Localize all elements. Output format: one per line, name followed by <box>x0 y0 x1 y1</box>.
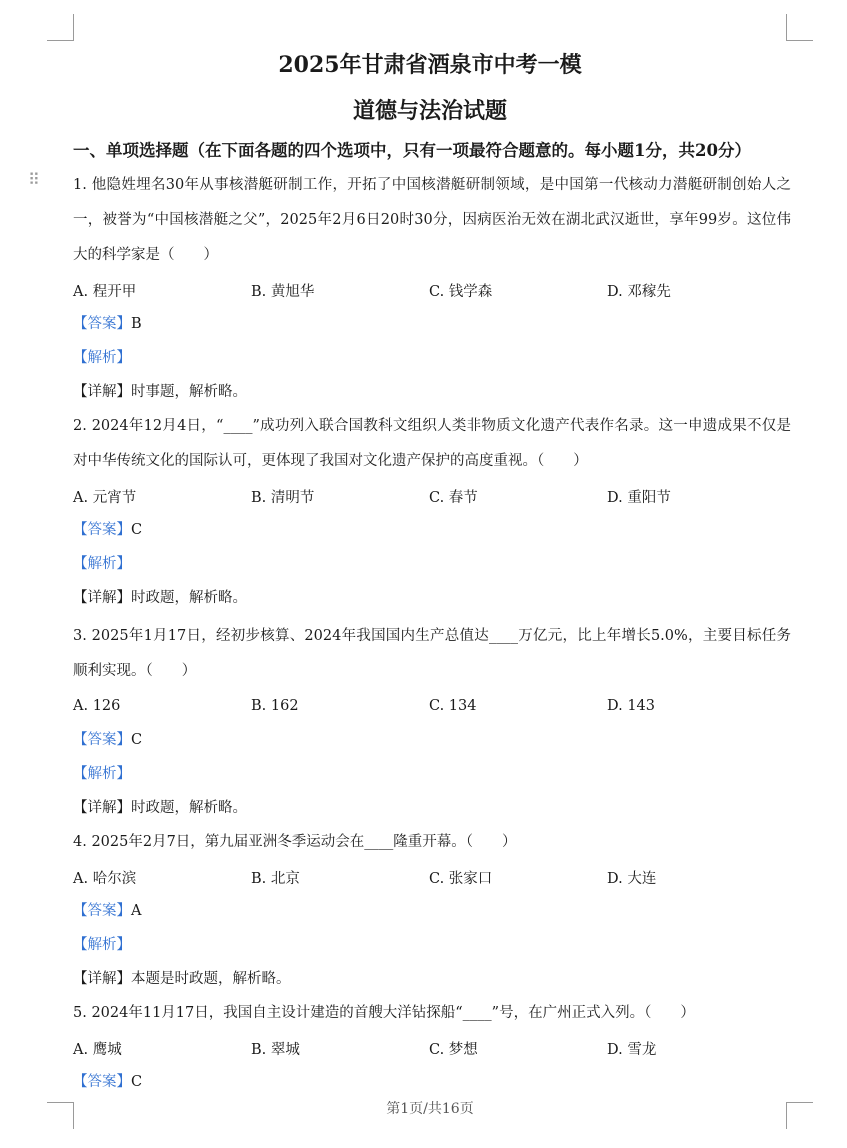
option-b: B. 162 <box>251 698 299 714</box>
question-text: 4. 2025年2月7日，第九届亚洲冬季运动会在____隆重开幕。（ ） <box>73 834 517 850</box>
document-subtitle: 道德与法治试题 <box>352 98 507 124</box>
option-row <box>73 273 791 307</box>
analysis-tag: 【解析】 <box>73 766 131 782</box>
page-corner-mark <box>786 14 813 41</box>
option-b: B. 黄旭华 <box>251 283 315 300</box>
question-text: 5. 2024年11月17日，我国自主设计建造的首艘大洋钻探船“____”号，在广州正式入列。（ ） <box>73 1005 695 1021</box>
option-row <box>73 689 791 723</box>
option-d: D. 邓稼先 <box>607 283 671 300</box>
answer-line <box>73 513 791 547</box>
question-text: 2. 2024年12月4日，“____”成功列入联合国教科文组织人类非物质文化遗产代表作名录。这一申遗成果不仅是对中华传统文化的国际认可，更体现了我国对文化遗产保护的高度重视。（ ） <box>73 418 791 469</box>
option-c: C. 梦想 <box>429 1041 478 1058</box>
option-d: D. 雪龙 <box>607 1041 657 1058</box>
document-title: 2025年甘肃省酒泉市中考一模 <box>278 52 582 78</box>
page-footer: 第1页/共16页 <box>386 1101 474 1117</box>
answer-value: B <box>131 316 142 332</box>
analysis-tag: 【解析】 <box>73 937 131 953</box>
detail-tag: 【详解】 <box>73 384 131 400</box>
option-d: D. 重阳节 <box>607 489 671 506</box>
option-b: B. 翠城 <box>251 1041 300 1058</box>
detail-text: 本题是时政题，解析略。 <box>131 971 291 987</box>
option-row <box>73 860 791 894</box>
detail-tag: 【详解】 <box>73 800 131 816</box>
option-c: C. 春节 <box>429 489 478 506</box>
answer-value: C <box>131 522 143 538</box>
option-b: B. 清明节 <box>251 489 315 506</box>
detail-text: 时政题，解析略。 <box>131 590 247 606</box>
option-row <box>73 1031 791 1065</box>
question-list <box>73 168 791 1099</box>
option-a: A. 元宵节 <box>73 489 137 506</box>
option-a: A. 126 <box>73 698 121 714</box>
detail-tag: 【详解】 <box>73 971 131 987</box>
option-a: A. 程开甲 <box>73 283 137 300</box>
question-text: 1. 他隐姓埋名30年从事核潜艇研制工作，开拓了中国核潜艇研制领域，是中国第一代核动力潜艇研制创始人之一，被誉为“中国核潜艇之父”，2025年2月6日20时30分，因病医治无效在湖北武汉逝世，享年99岁。这位伟大的科学家是（ ） <box>73 177 791 263</box>
analysis-tag: 【解析】 <box>73 556 131 572</box>
option-c: C. 张家口 <box>429 870 493 887</box>
question-text: 3. 2025年1月17日，经初步核算、2024年我国国内生产总值达____万亿元，比上年增长5.0%，主要目标任务顺利实现。（ ） <box>73 628 791 679</box>
detail-text: 时政题，解析略。 <box>131 800 247 816</box>
option-a: A. 哈尔滨 <box>73 870 137 887</box>
answer-line <box>73 307 791 341</box>
option-row <box>73 479 791 513</box>
detail-line <box>73 375 791 409</box>
analysis-tag: 【解析】 <box>73 350 131 366</box>
option-a: A. 鹰城 <box>73 1041 122 1058</box>
answer-value: A <box>131 903 142 919</box>
option-c: C. 钱学森 <box>429 283 493 300</box>
answer-line <box>73 894 791 928</box>
answer-tag: 【答案】 <box>73 732 131 748</box>
option-d: D. 大连 <box>607 870 657 887</box>
option-c: C. 134 <box>429 698 477 714</box>
answer-line <box>73 723 791 757</box>
detail-line <box>73 791 791 825</box>
detail-line <box>73 581 791 615</box>
detail-line <box>73 962 791 996</box>
answer-tag: 【答案】 <box>73 316 131 332</box>
answer-tag: 【答案】 <box>73 522 131 538</box>
option-b: B. 北京 <box>251 870 300 887</box>
detail-text: 时事题，解析略。 <box>131 384 247 400</box>
answer-line <box>73 1065 791 1099</box>
detail-tag: 【详解】 <box>73 590 131 606</box>
option-d: D. 143 <box>607 698 656 714</box>
page-corner-mark <box>47 14 74 41</box>
drag-handle-icon[interactable]: ⠿ <box>28 170 38 189</box>
answer-tag: 【答案】 <box>73 1074 131 1090</box>
answer-tag: 【答案】 <box>73 903 131 919</box>
answer-value: C <box>131 1074 143 1090</box>
answer-value: C <box>131 732 143 748</box>
section-heading: 一、单项选择题（在下面各题的四个选项中，只有一项最符合题意的。每小题1分，共20分） <box>73 141 751 160</box>
